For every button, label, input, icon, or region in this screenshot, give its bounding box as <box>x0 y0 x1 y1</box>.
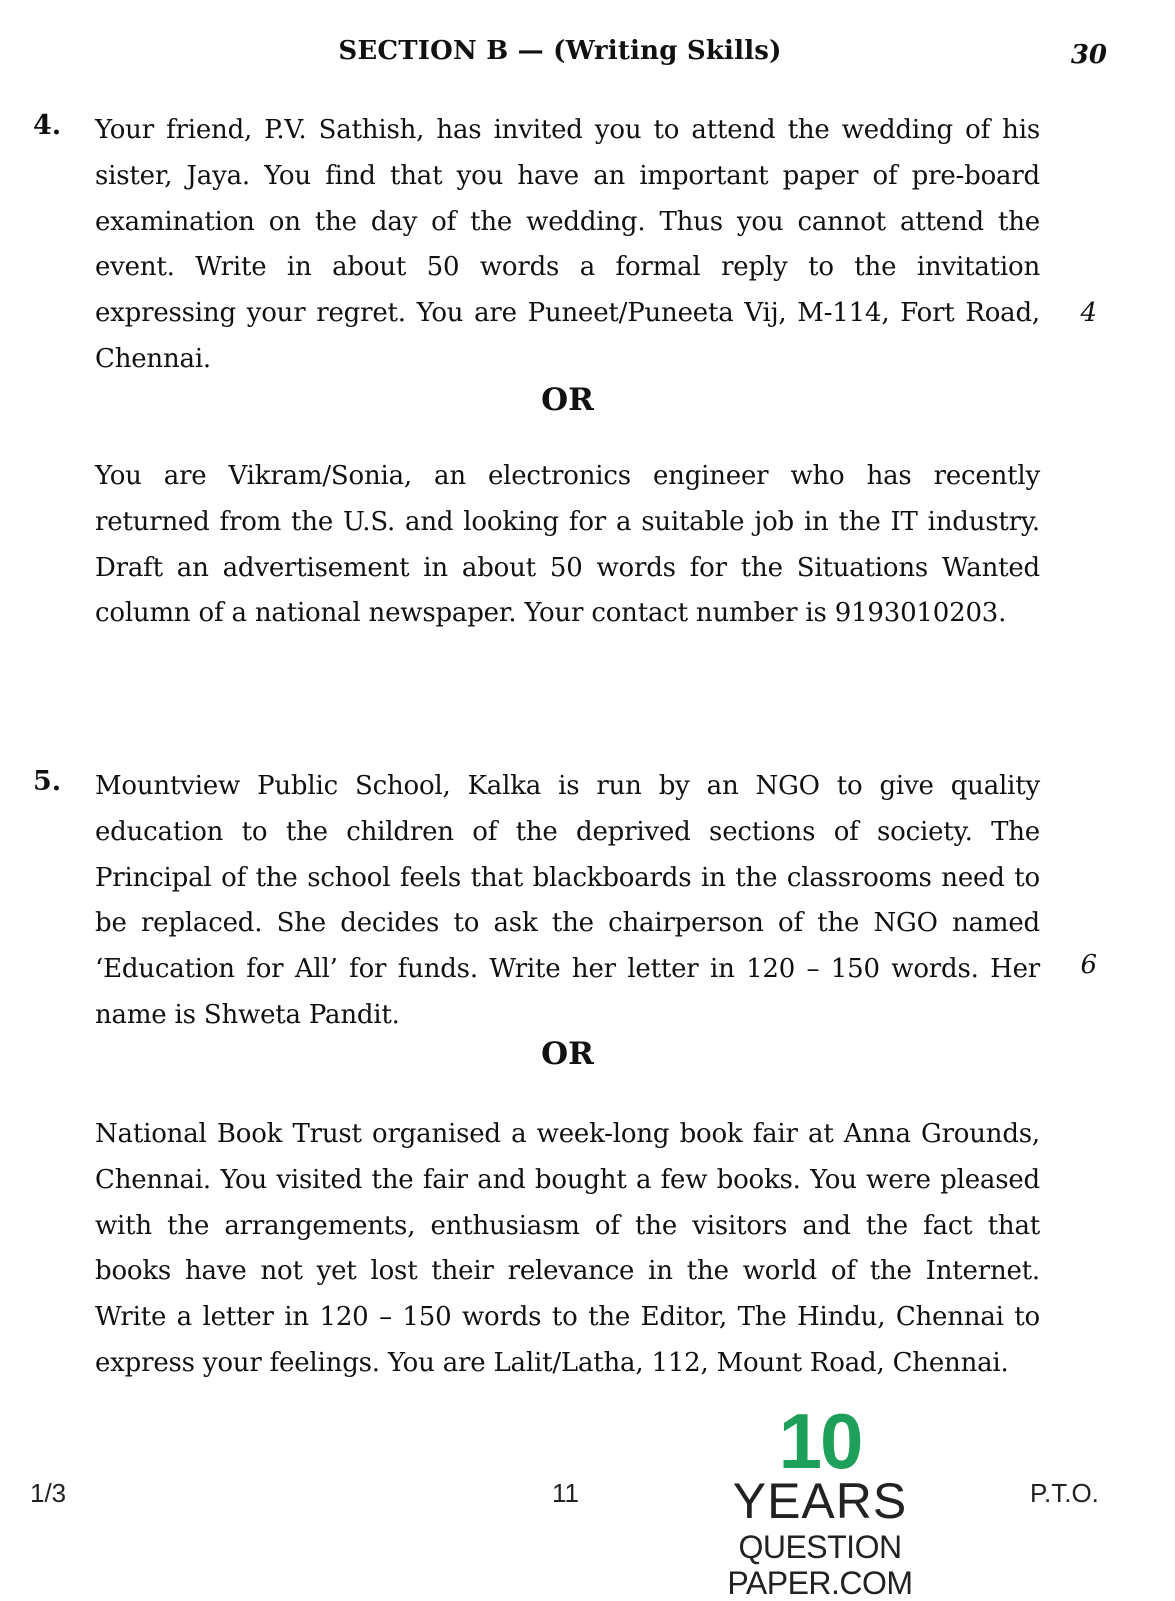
or-divider: OR <box>541 1036 594 1072</box>
logo-word: YEARS <box>732 1473 908 1529</box>
question-number: 5. <box>33 766 62 797</box>
alternative-question-text: You are Vikram/Sonia, an electronics engineer who has recently returned from the U.S. and looking for a suitable job in the IT industry. Draft an advertisement in about 50 words for the Situations Wanted column of a national newspaper. Your contact number is 9193010203. <box>95 461 1040 629</box>
page-number: 11 <box>552 1478 579 1508</box>
question-text: Your friend, P.V. Sathish, has invited you to attend the wedding of his sister, Jaya. You find that you have an important paper of pre-board examination on the day of the wedding. Thus you cannot attend the event. Write in about 50 words a formal reply to the invitation expressing your regret. You are Puneet/Puneeta Vij, M-114, Fort Road, Chennai. <box>95 115 1040 374</box>
or-divider: OR <box>541 382 594 418</box>
watermark-logo <box>645 1397 985 1601</box>
alternative-question-text: National Book Trust organised a week-long book fair at Anna Grounds, Chennai. You visited the fair and bought a few books. You were pleased with the arrangements, enthusiasm of the visitors and the fact that books have not yet lost their relevance in the world of the Internet. Write a letter in 120 – 150 words to the Editor, The Hindu, Chennai to express your feelings. You are Lalit/Latha, 112, Mount Road, Chennai. <box>95 1119 1040 1378</box>
question-marks: 6 <box>1080 950 1097 980</box>
section-title: SECTION B — (Writing Skills) <box>338 36 782 66</box>
section-total-marks: 30 <box>1070 40 1107 70</box>
question-marks: 4 <box>1080 298 1097 328</box>
question-number: 4. <box>33 110 62 141</box>
question-text: Mountview Public School, Kalka is run by an NGO to give quality education to the children of the deprived sections of society. The Principal of the school feels that blackboards in the classrooms need to be replaced. She decides to ask the chairperson of the NGO named ‘Education for All’ for funds. Write her letter in 120 – 150 words. Her name is Shweta Pandit. <box>95 771 1040 1030</box>
paper-code: 1/3 <box>30 1478 67 1508</box>
logo-site-name: QUESTION PAPER.COM <box>727 1529 913 1601</box>
pto-label: P.T.O. <box>1030 1478 1099 1508</box>
logo-number: 10 <box>778 1397 862 1485</box>
